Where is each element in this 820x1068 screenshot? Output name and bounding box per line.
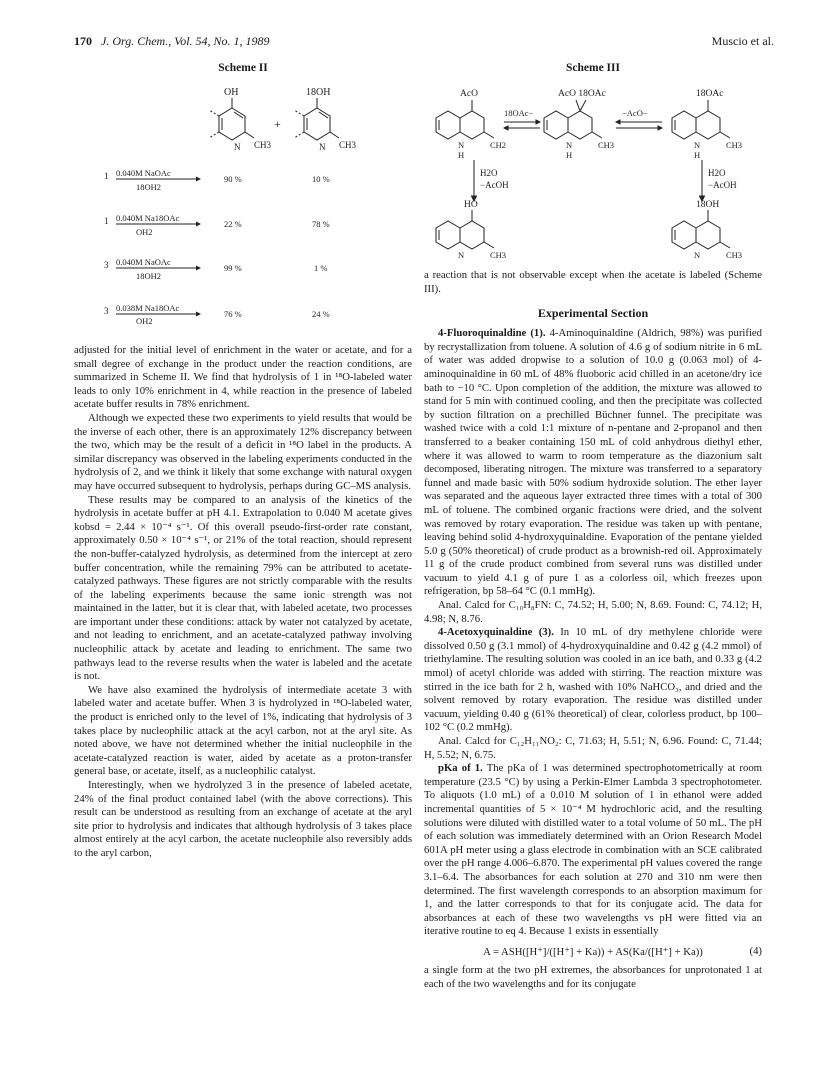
structure-hydroxy-product	[209, 98, 254, 140]
row-1-reagent: 0.040M NaOAc	[116, 168, 171, 178]
paragraph: These results may be compared to an analysis of the kinetics of the hydrolysis in acetate buffer at pH 4.1. Extrapolation to 0.040 M acetate gives kobsd = 2.44 × 10⁻⁴ s⁻¹. Of this overall pseudo-first-order rate constant, approximately 0.50 × 10⁻⁴ s⁻¹, or 21% of the total reaction, should represent the non-buffer-catalyzed hydrolysis, as determined from the intercept at zero buffer concentration, while the remaining 79% can be attributed to acetate-catalyzed pathways. These figures are not strictly comparable with the results of the labeling experiments because the same ionic strength was not maintained in the latter, but it is clear that, with labeled acetate, two processes are important under these conditions: attack by water not catalyzed by acetate, and not leading to enrichment, and an acetate-catalyzed pathway involving nucleophilic attack by acetate and leading to enrichment. The same two pathways lead to the reverse results when the water is labeled and the acetate is not.	[74, 493, 412, 683]
s3-ch3-label: CH3	[490, 250, 507, 260]
paragraph: a reaction that is not observable except when the acetate is labeled (Scheme III).	[424, 269, 762, 295]
scheme-ii-row	[104, 213, 330, 237]
row-2-pct-b: 78 %	[312, 219, 330, 229]
s3-acoh-left: −AcOH	[480, 180, 509, 190]
row-3-number: 3	[104, 260, 109, 270]
row-2-solvent: OH2	[136, 227, 153, 237]
page-number: 170	[74, 34, 92, 48]
row-1-pct-a: 90 %	[224, 174, 242, 184]
scheme-ii-row	[104, 257, 327, 281]
row-4-pct-b: 24 %	[312, 309, 330, 319]
row-2-number: 1	[104, 216, 109, 226]
compound-3-heading: 4-Acetoxyquinaldine (3).	[438, 626, 554, 639]
row-4-solvent: OH2	[136, 316, 153, 324]
scheme-ii-title: Scheme II	[218, 62, 268, 74]
pka-text: The pKa of 1 was determined spectrophotometrically at room temperature (23.5 °C) by using a Perkin-Elmer Lambda 3 spectrophotometer. To aliquots (1.0 mL) of a 0.010 M solution of 1 in ethanol were added incremental quantities of 5 × 10⁻⁴ M hydrochloric acid, and the resulting solutions were diluted with distilled water to a total volume of 50 mL. The pH of each solution was immediately determined with an Orion Research Model 601A pH meter using a glass electrode in combination with an SCE calibrated over the pH range 4.006–6.870. The experimental pH values covered the range 3.1–6.4. The absorbances for each solution at 270 and 310 nm were then determined. The first wavelength corresponds to an absorption maximum for 1, and the latter corresponds to that for its conjugate acid. The data for absorbances at each of these two wavelengths vs pH were fitted via an iterative routine to eq 4. Because 1 exists in essentially	[424, 762, 762, 938]
row-4-number: 3	[104, 306, 109, 316]
paragraph-pka	[424, 762, 762, 939]
right-column	[424, 62, 762, 991]
row-1-solvent: 18OH2	[136, 182, 162, 192]
s3-aco-18oac-label: AcO 18OAc	[558, 89, 606, 99]
row-2-pct-a: 22 %	[224, 219, 242, 229]
s3-arrow1-label: 18OAc−	[504, 108, 534, 118]
s3-h2o-right: H2O	[708, 168, 726, 178]
s3-n-label: N	[458, 140, 465, 150]
scheme-ii-figure	[74, 78, 412, 324]
s3-n-label: N	[566, 140, 573, 150]
s3-ch3-label: CH3	[726, 250, 743, 260]
s3-n-label: N	[458, 250, 465, 260]
row-4-reagent: 0.038M Na18OAc	[116, 303, 180, 313]
s3-aco-label: AcO	[460, 89, 478, 99]
structure-b-n-label: N	[319, 142, 326, 152]
equation-number: (4)	[749, 944, 762, 957]
header-left	[74, 34, 270, 49]
plus-sign: +	[274, 117, 281, 131]
compound-1-heading: 4-Fluoroquinaldine (1).	[438, 327, 546, 340]
row-1-pct-b: 10 %	[312, 174, 330, 184]
paragraph: Although we expected these two experiments to yield results that would be the inverse of each other, there is an approximately 12% discrepancy between the two, which may be the result of a deficit in ¹⁸O label in the products. A similar discrepancy was observed in the labeling experiments conducted in the hydrolysis of 2, and we think it likely that some exchange with natural oxygen may have occurred subsequent to hydrolysis, perhaps during GC–MS analysis.	[74, 411, 412, 492]
left-column	[74, 62, 412, 861]
structure-b-oh-label: 18OH	[306, 87, 331, 98]
row-3-reagent: 0.040M NaOAc	[116, 257, 171, 267]
s3-n-label: N	[694, 140, 701, 150]
s3-h-label: H	[458, 150, 465, 160]
paragraph-compound-3	[424, 626, 762, 735]
structure-a-oh-label: OH	[224, 87, 239, 98]
row-1-number: 1	[104, 171, 109, 181]
pka-heading: pKa of 1.	[438, 762, 483, 775]
s3-h-label: H	[566, 150, 573, 160]
header-authors: Muscio et al.	[711, 34, 774, 48]
row-3-pct-a: 99 %	[224, 263, 242, 273]
paragraph-compound-1	[424, 327, 762, 599]
row-3-pct-b: 1 %	[314, 263, 328, 273]
s3-acoh-right: −AcOH	[708, 180, 737, 190]
s3-h2o-left: H2O	[480, 168, 498, 178]
scheme-iii-title: Scheme III	[566, 62, 620, 74]
structure-labeled-product	[294, 98, 339, 140]
compound-3-text: In 10 mL of dry methylene chloride were dissolved 0.50 g (3.1 mmol) of 4-hydroxyquinaldine and 0.42 g (4.2 mmol) of triethylamine. The resulting solution was cooled in an ice bath, and 0.33 g (4.2 mmol) of acetyl chloride was added with stirring. The reaction mixture was stirred in the ice bath for 2 h, washed with 10% NaHCO₃, and dried and the solvent removed by rotary evaporation. The residue was distilled under vacuum, yielding 0.40 g (61% theoretical) of clear, colorless product, bp 100–102 °C (0.2 mmHg).	[424, 626, 763, 734]
paragraph: We have also examined the hydrolysis of intermediate acetate 3 with labeled water and acetate buffer. When 3 is hydrolyzed in ¹⁸O-labeled water, the product is enriched only to the level of 1%, indicating that hydrolysis of 3 takes place by nucleophilic attack at the acyl carbon, not at the aryl site. As noted above, we have not determined whether the initial nucleophile in the acetate-catalyzed reaction is water, aided by acetate as a proton-transfer general base, or acetate, itself, as a nucleophilic catalyst.	[74, 683, 412, 778]
paragraph: Anal. Calcd for C₁₂H₁₁NO₂: C, 71.63; H, 5.51; N, 6.96. Found: C, 71.44; H, 5.52; N, 6.75.	[424, 735, 762, 761]
experimental-section-heading: Experimental Section	[537, 306, 649, 321]
scheme-ii-row	[104, 168, 330, 192]
paragraph: a single form at the two pH extremes, the absorbances for unprotonated 1 at each of the two wavelengths and for its conjugate	[424, 963, 762, 990]
row-3-solvent: 18OH2	[136, 271, 162, 281]
s3-ho-label: HO	[464, 200, 478, 210]
scheme-ii-row	[104, 303, 330, 324]
row-2-reagent: 0.040M Na18OAc	[116, 213, 180, 223]
scheme-iii-figure	[424, 78, 762, 263]
paragraph: adjusted for the initial level of enrichment in the water or acetate, and for a small degree of exchange in the product under the reaction conditions, are summarized in Scheme II. We find that hydrolysis of 1 in ¹⁸O-labeled water leads to only 10% enrichment in 4, while reaction in the presence of labeled acetate buffer results in 78% enrichment.	[74, 344, 412, 411]
journal-citation: J. Org. Chem., Vol. 54, No. 1, 1989	[101, 34, 270, 48]
equation-4	[424, 945, 762, 958]
paragraph: Interestingly, when we hydrolyzed 3 in the presence of labeled acetate, 24% of the final product contained label (with the above corrections). This result can be understood as resulting from an exchange of acetate at the aryl site prior to hydrolysis and indicates that although hydrolysis of 3 takes place almost entirely at the acyl carbon, the acetate nucleophile also reversibly adds to the aryl carbon,	[74, 779, 412, 859]
page-header	[74, 34, 774, 54]
s3-ch2-label: CH2	[490, 140, 507, 150]
structure-a-n-label: N	[234, 142, 241, 152]
row-4-pct-a: 76 %	[224, 309, 242, 319]
s3-arrow2-label: −AcO−	[622, 108, 648, 118]
s3-n-label: N	[694, 250, 701, 260]
s3-ch3-label: CH3	[726, 140, 743, 150]
compound-1-text: 4-Aminoquinaldine (Aldrich, 98%) was purified by recrystallization from toluene. A solution of 4.6 g of sodium nitrite in 6 mL of water was added dropwise to a solution of 10.0 g (0.063 mol) of 4-aminoquinaldine in 60 mL of 48% fluoboric acid chilled in an acetone/dry ice bath to −10 °C. Upon completion of the addition, the mixture was allowed to stand for 5 min with continued cooling, and then the precipitate was collected by suction filtration on a prechilled Büchner funnel. The precipitate was washed twice with a cold 1:1 mixture of n-pentane and 2-propanol and then transferred to a beaker containing 150 mL of cold anhydrous diethyl ether, where it was allowed to warm to room temperature as the diazonium salt decomposed, liberating nitrogen. The mixture was transferred to a separatory funnel and made basic with 50% sodium hydroxide solution. The ether layer was separated and the aqueous layer extracted three times with a total of 300 mL of toluene. The combined organic fractions were dried, and the solvent was removed by rotary evaporation. The residue was taken up with pentane, leaving behind solid 4-hydroxyquinaldine. Evaporation of the pentane yielded 5.0 g (50% theoretical) of crude product as a brownish-red oil. Approximately 11 g of the crude product combined from several runs was distilled under vacuum to yield 4.1 g of pure 1 as a colorless oil, which freezes upon refrigeration, bp 58–64 °C (0.1 mmHg).	[424, 327, 762, 598]
s3-h-label: H	[694, 150, 701, 160]
structure-b-ch3-label: CH3	[339, 140, 357, 150]
s3-18oac-label: 18OAc	[696, 89, 724, 99]
equation-text: A = ASH([H⁺]/([H⁺] + Ka)) + AS(Ka/([H⁺] + Ka))	[483, 945, 703, 958]
paragraph: Anal. Calcd for C₁₀H₈FN: C, 74.52; H, 5.00; N, 8.69. Found: C, 74.12; H, 4.98; N, 8.76.	[424, 599, 762, 625]
structure-a-ch3-label: CH3	[254, 140, 272, 150]
s3-ch3-label: CH3	[598, 140, 615, 150]
s3-18oh-label: 18OH	[696, 200, 720, 210]
